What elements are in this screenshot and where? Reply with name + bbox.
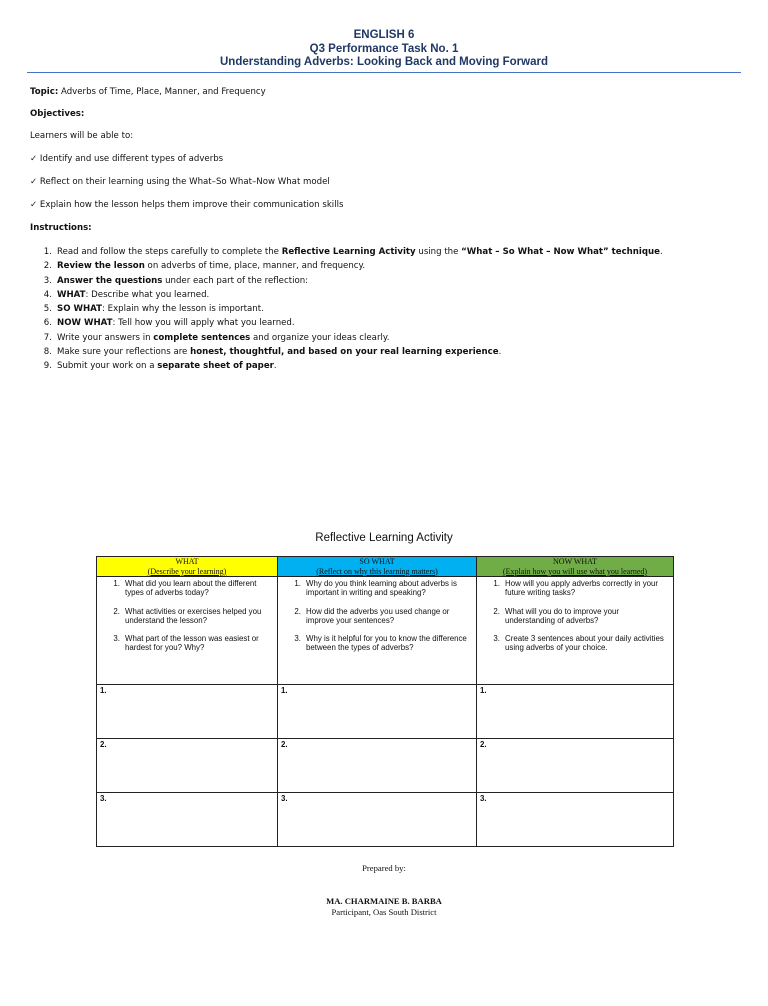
question-item — [278, 634, 472, 652]
question-number: 3. — [493, 634, 500, 644]
answer-row — [97, 685, 674, 739]
now-what-questions — [477, 577, 674, 685]
column-subtitle: (Reflect on why this learning matters) — [316, 566, 438, 576]
question-number: 3. — [294, 634, 301, 644]
instruction-bold: SO WHAT — [57, 304, 103, 315]
instruction-bold: honest, thoughtful, and based on your real learning experience — [190, 347, 499, 358]
lesson-title: Understanding Adverbs: Looking Back and Moving Forward — [220, 56, 548, 68]
what-questions — [97, 577, 278, 685]
instruction-number: 7. — [43, 332, 52, 343]
question-text: Why do you think learning about adverbs is important in writing and speaking? — [306, 579, 457, 598]
instruction-number: 2. — [43, 261, 52, 272]
instruction-item — [30, 316, 663, 330]
answer-cell-now-what-2[interactable] — [477, 739, 674, 793]
question-number: 2. — [294, 606, 301, 616]
instructions-list — [30, 245, 663, 374]
topic-text: Adverbs of Time, Place, Manner, and Frequency — [58, 87, 266, 97]
answer-row — [97, 793, 674, 847]
instruction-item — [30, 274, 663, 288]
question-text: What part of the lesson was easiest or hardest for you? Why? — [125, 634, 259, 653]
question-text: What activities or exercises helped you understand the lesson? — [125, 606, 262, 625]
question-item — [278, 579, 472, 597]
answer-label: 1. — [480, 686, 487, 695]
objective-item: ✓ Identify and use different types of adverbs — [30, 154, 224, 164]
instruction-item — [30, 359, 663, 373]
answer-label: 2. — [281, 740, 288, 749]
instruction-item — [30, 331, 663, 345]
subject-title: ENGLISH 6 — [353, 29, 415, 41]
column-header-what — [97, 557, 278, 577]
question-list — [477, 577, 673, 655]
instruction-item — [30, 345, 663, 359]
question-number: 3. — [113, 634, 120, 644]
answer-cell-so-what-2[interactable] — [278, 739, 477, 793]
question-text: What did you learn about the different types of adverbs today? — [125, 579, 257, 598]
question-list — [97, 577, 277, 655]
activity-title: Reflective Learning Activity — [315, 532, 453, 544]
instruction-text: : Explain why the lesson is important. — [102, 304, 264, 315]
instruction-text: Read and follow the steps carefully to complete the — [57, 247, 282, 257]
answer-cell-now-what-1[interactable] — [477, 685, 674, 739]
answer-cell-what-2[interactable] — [97, 739, 278, 793]
question-item — [97, 607, 273, 625]
question-item — [477, 634, 669, 652]
instruction-bold: Reflective Learning Activity — [281, 247, 416, 257]
instruction-text: Write your answers in — [57, 332, 154, 343]
objectives-intro: Learners will be able to: — [30, 131, 134, 141]
instruction-text: using the — [415, 247, 462, 257]
answer-cell-so-what-3[interactable] — [278, 793, 477, 847]
instruction-text: Submit your work on a — [57, 361, 158, 372]
objective-item: ✓ Reflect on their learning using the What–So What–Now What model — [30, 177, 330, 187]
answer-cell-what-3[interactable] — [97, 793, 278, 847]
question-item — [97, 579, 273, 597]
instruction-number: 4. — [43, 289, 52, 300]
question-item — [97, 634, 273, 652]
answer-label: 2. — [100, 740, 107, 749]
question-number: 2. — [113, 606, 120, 616]
instruction-text: Make sure your reflections are — [57, 347, 191, 358]
question-text: Why is it helpful for you to know the difference between the types of adverbs? — [306, 634, 467, 653]
column-header-so-what — [278, 557, 477, 577]
instruction-text: on adverbs of time, place, manner, and frequency. — [144, 261, 366, 272]
question-text: How will you apply adverbs correctly in your future writing tasks? — [505, 579, 659, 598]
question-number: 1. — [113, 579, 120, 588]
column-subtitle: (Describe your learning) — [147, 566, 227, 576]
instruction-number: 6. — [43, 318, 52, 329]
document-header — [0, 29, 768, 70]
reflective-activity-table — [96, 556, 674, 847]
question-text: What will you do to improve your understanding of adverbs? — [505, 606, 620, 625]
preparer-name: MA. CHARMAINE B. BARBA — [326, 896, 442, 906]
header-divider — [27, 72, 741, 73]
instruction-bold: WHAT — [57, 289, 86, 300]
answer-cell-now-what-3[interactable] — [477, 793, 674, 847]
instruction-number: 5. — [43, 304, 52, 315]
question-number: 2. — [493, 606, 500, 616]
instruction-bold: “What – So What – Now What” technique — [461, 247, 660, 257]
instruction-item — [30, 302, 663, 316]
question-list — [278, 577, 476, 655]
column-title: NOW WHAT — [553, 557, 597, 566]
instruction-text: . — [659, 247, 663, 257]
instruction-text: . — [498, 347, 502, 358]
instructions-heading: Instructions: — [30, 223, 92, 233]
question-number: 1. — [294, 579, 301, 588]
column-title: SO WHAT — [359, 557, 395, 566]
questions-row — [97, 577, 674, 685]
table-header-row — [97, 557, 674, 577]
instruction-bold: separate sheet of paper — [157, 361, 274, 372]
instruction-bold: complete sentences — [153, 332, 251, 343]
question-number: 1. — [493, 579, 500, 588]
instruction-item — [30, 259, 663, 273]
preparer-block — [0, 896, 768, 918]
instruction-item — [30, 288, 663, 302]
objective-item: ✓ Explain how the lesson helps them improve their communication skills — [30, 200, 344, 210]
preparer-role: Participant, Oas South District — [331, 907, 437, 917]
instruction-text: under each part of the reflection: — [162, 275, 309, 286]
instruction-item — [30, 245, 663, 259]
answer-label: 1. — [281, 686, 288, 695]
instruction-number: 8. — [43, 347, 52, 358]
question-text: How did the adverbs you used change or improve your sentences? — [306, 606, 450, 625]
objectives-heading: Objectives: — [30, 109, 85, 119]
topic-line — [30, 87, 266, 98]
instruction-number: 3. — [43, 275, 52, 286]
prepared-by-label: Prepared by: — [362, 863, 406, 873]
question-item — [477, 579, 669, 597]
instruction-number: 9. — [43, 361, 52, 372]
answer-row — [97, 739, 674, 793]
answer-label: 1. — [100, 686, 107, 695]
column-header-now-what — [477, 557, 674, 577]
instruction-text: and organize your ideas clearly. — [250, 332, 390, 343]
answer-label: 2. — [480, 740, 487, 749]
answer-cell-so-what-1[interactable] — [278, 685, 477, 739]
question-text: Create 3 sentences about your daily activities using adverbs of your choice. — [505, 634, 664, 653]
instruction-bold: Answer the questions — [57, 275, 163, 286]
instruction-bold: NOW WHAT — [57, 318, 113, 329]
question-item — [477, 607, 669, 625]
answer-label: 3. — [100, 794, 107, 803]
column-subtitle: (Explain how you will use what you learned) — [502, 566, 648, 576]
answer-label: 3. — [281, 794, 288, 803]
instruction-text: : Describe what you learned. — [85, 289, 210, 300]
column-title: WHAT — [175, 557, 199, 566]
answer-label: 3. — [480, 794, 487, 803]
topic-label: Topic: — [30, 87, 59, 97]
task-title: Q3 Performance Task No. 1 — [309, 42, 459, 55]
question-item — [278, 607, 472, 625]
instruction-text: : Tell how you will apply what you learned. — [112, 318, 295, 329]
instruction-number: 1. — [43, 247, 52, 257]
answer-cell-what-1[interactable] — [97, 685, 278, 739]
instruction-text: . — [273, 361, 277, 372]
so-what-questions — [278, 577, 477, 685]
instruction-bold: Review the lesson — [57, 261, 145, 272]
